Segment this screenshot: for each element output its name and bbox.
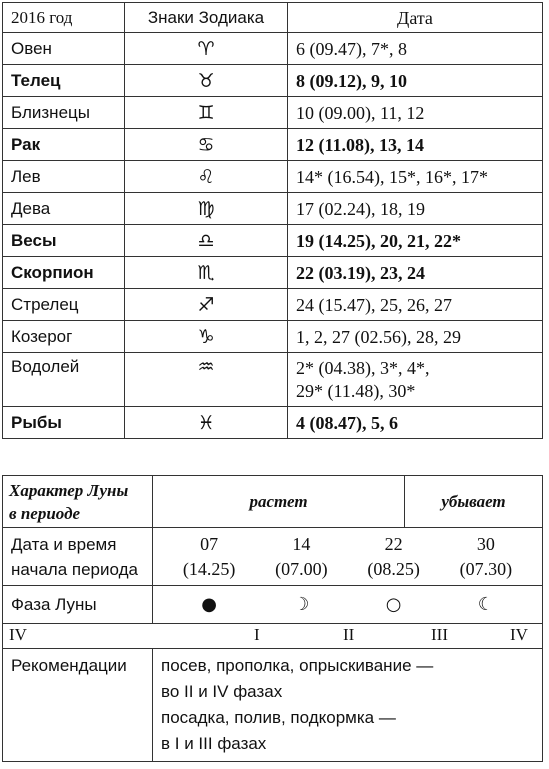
quarter-numerals	[3, 624, 543, 649]
date-line: 6 (09.47), 7*, 8	[296, 38, 407, 59]
period-entry: 07 (14.25)	[182, 533, 236, 579]
quarter-label: I	[254, 625, 260, 644]
sign-name: Рыбы	[3, 407, 125, 439]
zodiac-sign-icon: ♈︎	[125, 33, 288, 65]
quarter-label: III	[431, 625, 448, 644]
sign-dates	[288, 321, 543, 353]
sign-name: Лев	[3, 161, 125, 193]
sign-dates	[288, 97, 543, 129]
quarter-row	[3, 624, 543, 649]
sign-name: Телец	[3, 65, 125, 97]
zodiac-sign-icon: ♓︎	[125, 407, 288, 439]
zodiac-row	[3, 289, 543, 321]
recommendations-row	[3, 649, 543, 762]
sign-dates	[288, 289, 543, 321]
period-entry: 14 (07.00)	[275, 533, 328, 579]
sign-name: Дева	[3, 193, 125, 225]
zodiac-row	[3, 33, 543, 65]
growing-label: растет	[153, 476, 405, 528]
zodiac-table	[2, 2, 543, 439]
zodiac-row	[3, 257, 543, 289]
zodiac-row	[3, 321, 543, 353]
sign-dates	[288, 33, 543, 65]
recommendations-text: посев, прополка, опрыскивание — во II и IV фазах посадка, полив, подкормка — в I и III фазах	[153, 649, 543, 762]
sign-dates	[288, 353, 543, 407]
zodiac-sign-icon: ♎︎	[125, 225, 288, 257]
sign-header: Знаки Зодиака	[125, 3, 288, 33]
sign-name: Стрелец	[3, 289, 125, 321]
date-line: 2* (04.38), 3*, 4*,	[296, 357, 430, 378]
moon-character-label: Характер Луны в периоде	[3, 476, 153, 528]
zodiac-sign-icon: ♍︎	[125, 193, 288, 225]
zodiac-sign-icon: ♉︎	[125, 65, 288, 97]
moon-phase-symbols	[153, 586, 543, 624]
sign-dates	[288, 225, 543, 257]
zodiac-sign-icon: ♑︎	[125, 321, 288, 353]
date-line: 1, 2, 27 (02.56), 28, 29	[296, 326, 461, 347]
new-moon-icon: ●	[201, 593, 217, 615]
period-start-values	[153, 528, 543, 586]
zodiac-sign-icon: ♊︎	[125, 97, 288, 129]
zodiac-sign-icon: ♐︎	[125, 289, 288, 321]
zodiac-row	[3, 193, 543, 225]
quarter-label: IV	[9, 625, 27, 644]
moon-character-row	[3, 476, 543, 528]
waning-label: убывает	[405, 476, 543, 528]
period-entry: 30 (07.30)	[459, 533, 513, 579]
period-entry: 22 (08.25)	[367, 533, 420, 579]
moon-phase-row	[3, 586, 543, 624]
date-line: 29* (11.48), 30*	[296, 380, 416, 401]
date-line: 8 (09.12), 9, 10	[296, 70, 407, 91]
sign-dates	[288, 407, 543, 439]
moon-phase-label: Фаза Луны	[3, 586, 153, 624]
zodiac-row	[3, 353, 543, 407]
zodiac-sign-icon: ♋︎	[125, 129, 288, 161]
sign-dates	[288, 193, 543, 225]
sign-dates	[288, 257, 543, 289]
date-line: 24 (15.47), 25, 26, 27	[296, 294, 452, 315]
zodiac-header-row	[3, 3, 543, 33]
sign-dates	[288, 161, 543, 193]
period-start-label: Дата и время начала периода	[3, 528, 153, 586]
zodiac-row	[3, 407, 543, 439]
zodiac-row	[3, 97, 543, 129]
date-header: Дата	[288, 3, 543, 33]
date-line: 17 (02.24), 18, 19	[296, 198, 425, 219]
period-start-row	[3, 528, 543, 586]
sign-name: Водолей	[3, 353, 125, 407]
zodiac-sign-icon: ♏︎	[125, 257, 288, 289]
sign-name: Рак	[3, 129, 125, 161]
sign-name: Близнецы	[3, 97, 125, 129]
zodiac-row	[3, 65, 543, 97]
last-quarter-moon-icon: ☾	[477, 593, 494, 615]
zodiac-row	[3, 161, 543, 193]
zodiac-row	[3, 129, 543, 161]
sign-name: Весы	[3, 225, 125, 257]
year-header: 2016 год	[3, 3, 125, 33]
sign-name: Овен	[3, 33, 125, 65]
sign-name: Козерог	[3, 321, 125, 353]
zodiac-sign-icon: ♒︎	[125, 353, 288, 407]
quarter-label: IV	[510, 625, 528, 644]
date-line: 14* (16.54), 15*, 16*, 17*	[296, 166, 488, 187]
date-line: 22 (03.19), 23, 24	[296, 262, 425, 283]
full-moon-icon: ○	[385, 593, 402, 615]
moon-phase-table	[2, 475, 543, 762]
sign-name: Скорпион	[3, 257, 125, 289]
zodiac-row	[3, 225, 543, 257]
date-line: 4 (08.47), 5, 6	[296, 412, 398, 433]
sign-dates	[288, 65, 543, 97]
sign-dates	[288, 129, 543, 161]
first-quarter-moon-icon: ☽	[293, 593, 310, 615]
date-line: 10 (09.00), 11, 12	[296, 102, 425, 123]
zodiac-sign-icon: ♌︎	[125, 161, 288, 193]
recommendations-label: Рекомендации	[3, 649, 153, 762]
quarter-label: II	[343, 625, 355, 644]
date-line: 19 (14.25), 20, 21, 22*	[296, 230, 461, 251]
date-line: 12 (11.08), 13, 14	[296, 134, 424, 155]
